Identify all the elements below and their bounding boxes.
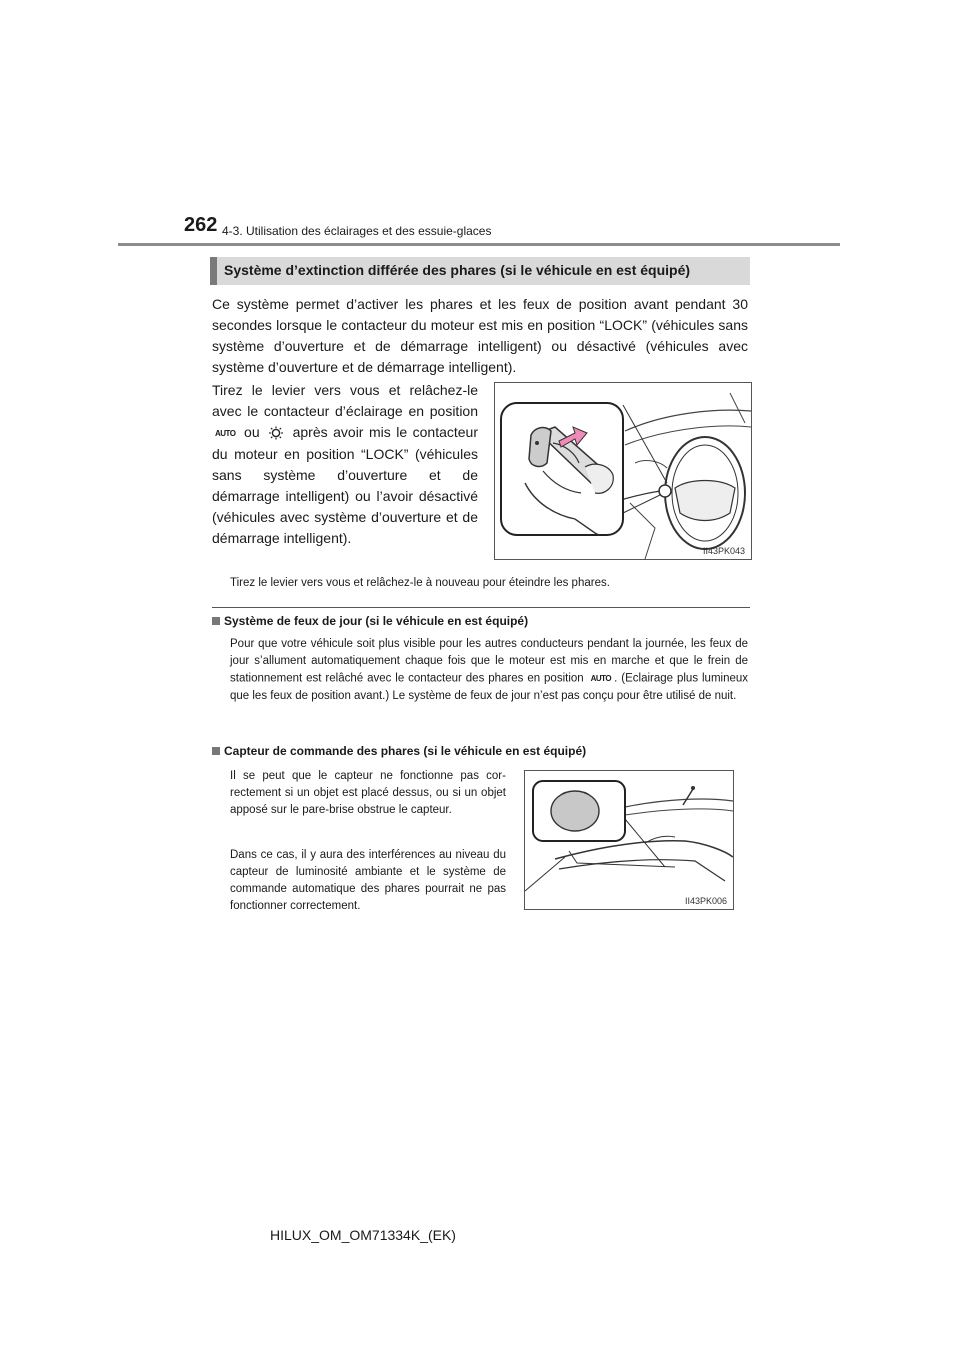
note-text: Tirez le levier vers vous et relâchez-le à nouveau pour éteindre les phares. <box>230 577 610 589</box>
page-number: 262 <box>184 214 218 236</box>
subsection-title: Capteur de commande des phares (si le véhicule en est équipé) <box>224 744 587 758</box>
lever-illustration <box>494 382 752 560</box>
auto-headlight-icon: AUTO <box>215 428 236 438</box>
section-heading-accent <box>210 257 217 285</box>
instruction-part-2: après avoir mis le contacteur du moteur en position “LOCK” (véhicules sans système d’ouverture et de démarrage intelligent) ou l’avoir désactivé (véhicules avec système d’ouverture et de démarrage intelligent). <box>212 424 479 546</box>
headlight-on-icon <box>265 426 287 440</box>
sensor-paragraph-1: Il se peut que le capteur ne fonctionne pas correctement si un objet est placé dessus, ou si un objet apposé sur le pare-brise obstrue le capteur. <box>230 770 506 816</box>
subsection-heading-sensor <box>212 744 586 758</box>
lever-drawing <box>495 383 751 559</box>
square-bullet-icon <box>212 747 220 755</box>
drl-text-part-1: Pour que votre véhicule soit plus visible pour les autres conducteurs pendant la journée, les feux de jour s’allument automatiquement chaque fois que le moteur est mis en marche et que le frein de stationnement est relâché avec le contacteur des phares en position <box>230 638 748 685</box>
section-heading <box>210 257 750 285</box>
drl-paragraph <box>230 636 748 705</box>
figure-code: II43PK043 <box>702 546 745 556</box>
chapter-title: 4-3. Utilisation des éclairages et des essuie-glaces <box>222 224 492 238</box>
section-title: Système d’extinction différée des phares (si le véhicule en est équipé) <box>224 262 691 278</box>
square-bullet-icon <box>212 617 220 625</box>
figure-code: II43PK006 <box>684 896 727 906</box>
sensor-illustration <box>524 770 734 910</box>
subsection-heading-drl <box>212 614 528 628</box>
subsection-title: Système de feux de jour (si le véhicule en est équipé) <box>224 614 529 628</box>
header-divider <box>118 243 840 246</box>
auto-headlight-icon: AUTO <box>590 674 612 683</box>
intro-paragraph: Ce système permet d’activer les phares et les feux de position avant pendant 30 secondes lorsque le contacteur du moteur est mis en position “LOCK” (véhicules sans système d’ouverture et de démarrage intelligent) ou désactivé (véhicules avec système d’ouverture et de démarrage intelligent). <box>212 296 748 375</box>
sensor-paragraph-2: Dans ce cas, il y aura des interférences au niveau du capteur de luminosité ambiante et le système de commande automatique des phares pourrait ne pas fonctionner correctement. <box>230 849 506 912</box>
drl-text-part-2: . (Eclairage plus lumineux que les feux de position avant.) Le système de feux de jour n’est pas conçu pour être utilisé de nuit. <box>230 672 749 702</box>
document-id: HILUX_OM_OM71334K_(EK) <box>270 1227 456 1243</box>
sensor-drawing <box>525 771 733 909</box>
instruction-paragraph <box>212 380 478 549</box>
instruction-or: ou <box>244 424 260 440</box>
instruction-part-1: Tirez le levier vers vous et relâchez-le avec le contacteur d’éclairage en position <box>212 382 478 419</box>
subsection-divider <box>212 607 750 608</box>
